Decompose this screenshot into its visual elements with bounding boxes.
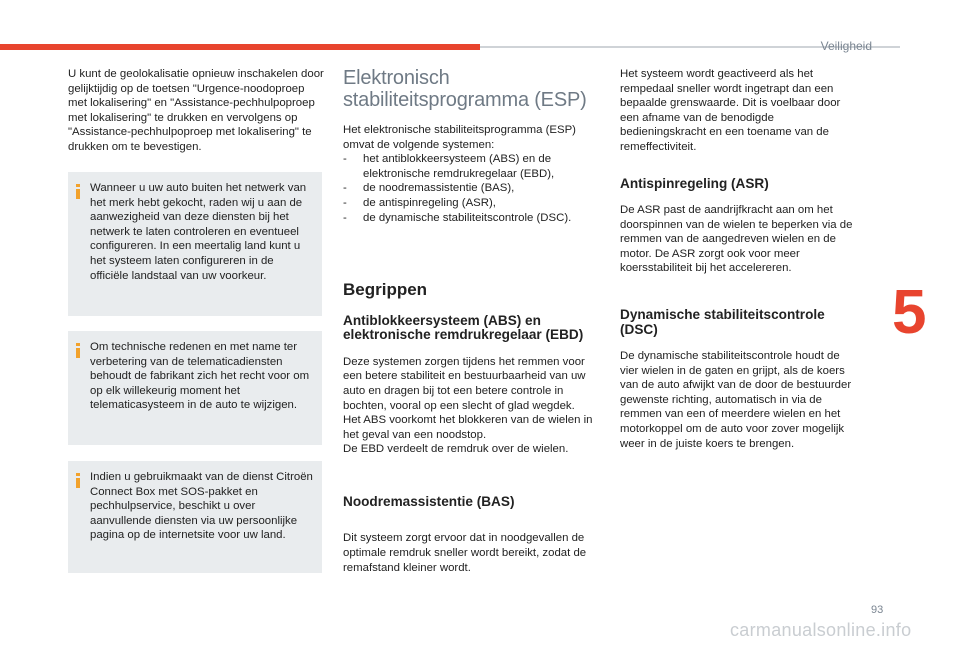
bas-continued-text: Het systeem wordt geactiveerd als het rempedaal sneller wordt ingetrapt dan een bepaalde grenswaarde. Dit is voelbaar door een afname van de benodigde bedieningskracht en een toename van de remeffectiviteit. [620,68,841,153]
header-accent-bar [0,44,480,50]
note-marker-icon [76,343,80,360]
abs-heading: Antiblokkeersysteem (ABS) en elektronische remdrukregelaar (EBD) [343,312,584,343]
column-middle [343,67,601,575]
ebd-text: De EBD verdeelt de remdruk over de wielen. [343,443,569,456]
dsc-heading: Dynamische stabiliteitscontrole (DSC) [620,307,825,337]
esp-list-item: - de antispinregeling (ASR), [343,196,496,209]
note-marker-icon [76,184,80,201]
dsc-text: De dynamische stabiliteitscontrole houdt de vier wielen in de gaten en grijpt, als de koers van de auto afwijkt van de door de bestuurder gewenste richting, automatisch in via de remmen van een of meerdere wielen en het motorkoppel om de auto voor zover mogelijk weer in de juiste koers te brengen. [620,350,852,450]
column-right [620,67,860,451]
note-text: Indien u gebruikmaakt van de dienst Citroën Connect Box met SOS-pakket en pechhulpservice, beschikt u over aanvullende diensten via uw persoonlijke pagina op de internetsite voor uw land. [90,471,313,542]
asr-text: De ASR past de aandrijfkracht aan om het doorspinnen van de wielen te beperken via de remmen van de aangedreven wielen en de motor. De ASR zorgt ook voor meer koersstabiliteit bij het accelereren. [620,204,853,275]
note-marker-icon [76,473,80,490]
begrippen-heading: Begrippen [343,280,428,300]
esp-list-item: - het antiblokkeersysteem (ABS) en de elektronische remdrukregelaar (EBD), [343,153,555,180]
geolocation-paragraph: U kunt de geolokalisatie opnieuw inschakelen door gelijktijdig op de toetsen "Urgence-noodoproep met lokalisering" en "Assistance-pechhulpoproep met lokalisering" te drukken en vervolgens op "Assistance-pechhulpoproep met lokalisering" te drukken om te bevestigen. [68,68,324,153]
note-text: Wanneer u uw auto buiten het netwerk van het merk hebt gekocht, raden wij u aan de aanwezigheid van deze diensten bij het netwerk te laten controleren en eventueel configureren. In een meertalig land kunt u het systeem laten configureren in de officiële landstaal van uw voorkeur. [90,182,307,282]
watermark: carmanualsonline.info [730,620,912,640]
esp-intro: Het elektronische stabiliteitsprogramma (ESP) omvat de volgende systemen: [343,124,576,151]
column-left [68,67,324,155]
chapter-number: 5 [892,278,927,347]
info-note-connect-box [68,461,322,573]
section-title: Veiligheid [820,39,872,53]
bas-text: Dit systeem zorgt ervoor dat in noodgevallen de optimale remdruk sneller wordt bereikt, zodat de remafstand kleiner wordt. [343,532,587,574]
abs-text: Deze systemen zorgen tijdens het remmen voor een betere stabiliteit en bestuurbaarheid van uw auto en dragen bij tot een betere controle in bochten, vooral op een slecht of glad wegdek. [343,355,586,412]
info-note-technical [68,331,322,445]
note-text: Om technische redenen en met name ter verbetering van de telematicadiensten behoudt de fabrikant zich het recht voor om op elk willekeurig moment het telematicasysteem in de auto te wijzigen. [90,341,310,412]
bas-heading: Noodremassistentie (BAS) [343,493,515,509]
asr-heading: Antispinregeling (ASR) [620,175,769,191]
esp-list-item: - de noodremassistentie (BAS), [343,182,515,195]
info-note-network [68,172,322,316]
esp-list-item: - de dynamische stabiliteitscontrole (DSC). [343,211,572,224]
page-number: 93 [871,604,884,616]
esp-title: Elektronisch stabiliteitsprogramma (ESP) [343,67,587,111]
abs-text: Het ABS voorkomt het blokkeren van de wielen in het geval van een noodstop. [343,414,593,441]
